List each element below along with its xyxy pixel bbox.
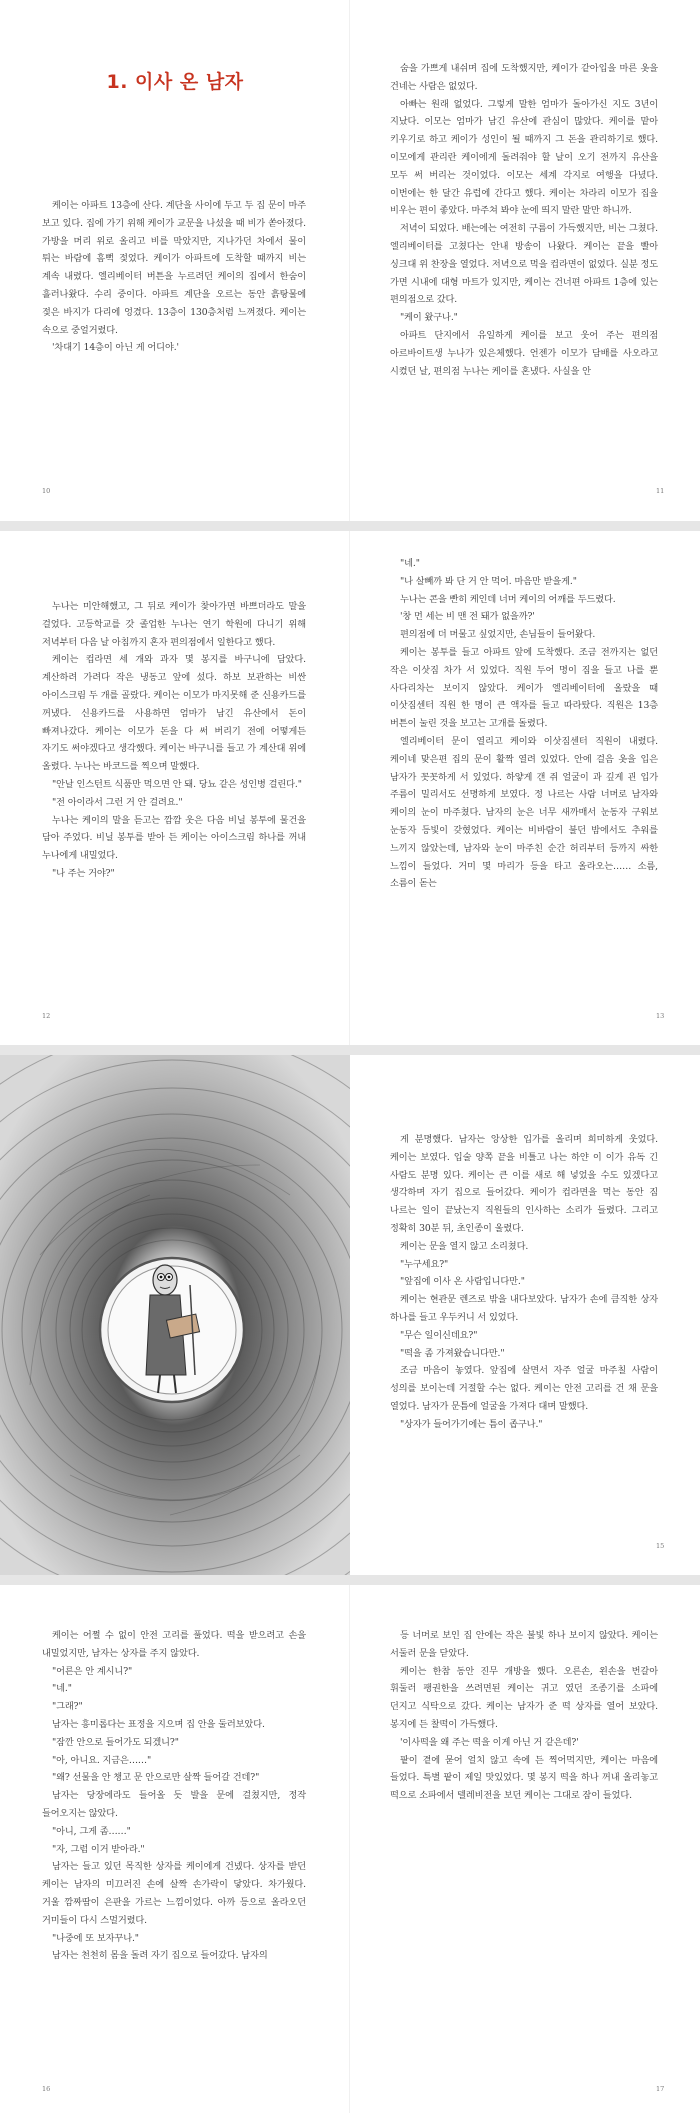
page-17 (350, 1585, 700, 2113)
page-14 (0, 1055, 350, 1575)
page-17-text (390, 1627, 658, 1805)
paragraph: "어른은 안 계시니?" (52, 1665, 133, 1677)
paragraph: 케이는 어쩔 수 없이 안전 고리를 풀었다. 떡을 받으려고 손을 내밀었지만, 남자는 상자를 주지 않았다. (42, 1630, 306, 1659)
paragraph: "나중에 또 보자꾸나." (52, 1932, 139, 1944)
paragraph: "잠깐 안으로 들어가도 되겠니?" (52, 1736, 179, 1748)
paragraph: 아빠는 원래 없었다. 그렇게 말한 엄마가 돌아가신 지도 3년이 지났다. 이모는 엄마가 남긴 유산에 관심이 많았다. 케이를 맡아 키우기로 하고 케이가 성인이 될 때까지 그 돈을 관리하기로 했다. 이모에게 관리란 케이에게 돌려줘야 할 날이 오기 전까지 유산을 모두 써 버리는 것이었다. 이모는 세계 각지로 여행을 다녔다. 이번에는 한 달간 유럽에 간다고 했다. 케이는 차라리 이모가 집을 비우는 편이 좋았다. 마주쳐 봐야 눈에 띄지 말란 말만 하니까. (390, 98, 658, 217)
paragraph: 남자는 천천히 몸을 돌려 자기 집으로 들어갔다. 남자의 (52, 1950, 268, 1962)
page-number: 16 (42, 2085, 51, 2093)
paragraph: 아파트 단지에서 유일하게 케이를 보고 웃어 주는 편의점 아르바이트생 누나가 있은체했다. 언젠가 이모가 담배를 사오라고 시켰던 날, 편의점 누나는 케이를 혼냈다. 사실을 안 (390, 329, 658, 377)
page-16-text (42, 1627, 306, 1965)
paragraph: 케이는 컵라면 세 개와 과자 몇 봉지를 바구니에 담았다. 계산하려 가려다 작은 냉동고 앞에 섰다. 하보 보관하는 비싼 아이스크림 두 개를 골랐다. 케이는 이모가 마지못해 준 신용카드를 꺼냈다. 신용카드를 사용하면 엄마가 남긴 유산에서 돈이 빠져나갔다. 케이는 이모가 돈을 다 써 버리기 전에 어떻게든 자기도 써야겠다고 생각했다. 케이는 바구니를 들고 가 계산대 위에 올렸다. 누나는 바코드를 찍으며 말했다. (42, 654, 306, 773)
paragraph: "그래?" (52, 1701, 83, 1713)
paragraph: '차대기 14층이 아닌 게 어디야.' (52, 342, 179, 354)
paragraph: 케이는 문을 열지 않고 소리쳤다. (400, 1240, 529, 1252)
spread-divider (0, 521, 700, 531)
spread-pages-12-13 (0, 531, 700, 1045)
spread-divider (0, 1575, 700, 1585)
paragraph: 누나는 미안해했고, 그 뒤로 케이가 찾아가면 바쁘더라도 말을 걸었다. 고등학교를 갓 졸업한 누나는 연기 학원에 다니기 위해 저녁부터 다음 날 아침까지 혼자 편의점에서 일한다고 했다. (42, 601, 306, 648)
paragraph: '이사떡을 왜 주는 떡을 이게 아닌 거 같은데?' (400, 1736, 579, 1748)
page-number: 10 (42, 487, 51, 495)
paragraph: 남자는 들고 있던 목직한 상자를 케이에게 건넸다. 상자를 받던 케이는 남자의 미끄러진 손에 살짝 손가락이 닿았다. 차가웠다. 거울 깜짜땀이 은판을 가르는 느낌이었다. 아까 등으로 올라오던 거미들이 다시 스멀거렸다. (42, 1861, 306, 1926)
page-number: 13 (656, 1012, 665, 1020)
paragraph: 등 너머로 보인 집 안에는 작은 불빛 하나 보이지 않았다. 케이는 서둘러 문을 닫았다. (390, 1630, 658, 1659)
paragraph: "네." (400, 558, 420, 569)
page-13 (350, 531, 700, 1045)
paragraph: "안날 인스턴트 식품만 먹으면 안 돼. 당뇨 같은 성인병 걸린다." (52, 778, 302, 790)
page-13-text (390, 555, 658, 893)
page-number: 12 (42, 1012, 51, 1020)
paragraph: "네." (52, 1683, 72, 1695)
paragraph: 누나는 콘을 빤히 케인데 너머 케이의 어깨를 두드렸다. (400, 593, 616, 605)
page-12-text (42, 598, 306, 883)
paragraph: "상자가 들어가기에는 틈이 좁구나." (400, 1418, 543, 1430)
page-10-text (42, 197, 306, 357)
paragraph: 저녁이 되었다. 배는에는 여전히 구름이 가득했지만, 비는 그쳤다. 엘리베이터를 고쳤다는 안내 방송이 나왔다. 케이는 끝을 빨아 싱크대 위 찬장을 열었다. 저녁으로 먹을 컵라면이 없었다. 실분 정도 가면 시내에 대형 마트가 있지만, 케이는 건너편 아파트 1층에 있는 편의점으로 갔다. (390, 223, 658, 306)
paragraph: 케이는 한참 동안 진무 개방을 했다. 오른손, 왼손을 번갈아 휘둘러 팽권한을 쓰려면된 케이는 귀고 였던 조종기를 소파에 던지고 식탁으로 갔다. 케이는 남자가 준 떡 상자를 열어 보았다. 봉지에 든 찰떡이 가득했다. (390, 1665, 658, 1730)
paragraph: "무슨 일이신데요?" (400, 1329, 478, 1341)
paragraph: 게 분명했다. 남자는 앙상한 입가를 올리며 희미하게 웃었다. 케이는 보였다. 입술 양쪽 끝을 비틀고 나는 하얀 이 이가 유독 긴 사람도 분명 있다. 케이는 큰 이를 새로 해 넣었을 수도 있겠다고 생각하며 자기 집으로 들어갔다. 케이가 컵라면을 먹는 동안 짐 나르는 일이 끝났는지 직원들의 인사하는 소리가 들렸다. 그리고 정확히 30분 뒤, 초인종이 울렸다. (390, 1134, 658, 1234)
paragraph: 엘리베이터 문이 열리고 케이와 이삿짐센터 직원이 내렸다. 케이네 맞은편 집의 문이 활짝 열려 있었다. 안에 걸음 옷을 입은 남자가 꼿꼿하게 서 있었다. 하얗게 갠 쥐 얼굴이 과 깊게 괸 입가 주름이 밀리서도 선명하게 보였다. 정 나르는 사람 너머로 남자와 케이의 눈이 마주쳤다. 남자의 눈은 너무 새까매서 눈동자 구워보 눈동자 등빛이 갖혔었다. 케이는 비바람이 불던 밤에서도 추워를 느끼지 않았는데, 남자와 눈이 마주친 순간 허리부터 등까지 싸한 느낌이 들었다. 거미 몇 마리가 등을 타고 올라오는…… 소름, 소름이 돋는 (390, 735, 658, 890)
paragraph: "앞집에 이사 온 사람입니다만." (400, 1276, 525, 1288)
page-number: 11 (656, 487, 665, 495)
spread-divider (0, 1045, 700, 1055)
paragraph: "자, 그럼 이거 받아라." (52, 1843, 145, 1855)
paragraph: "떡을 좀 가져왔습니다만." (400, 1347, 505, 1359)
paragraph: 케이는 아파트 13층에 산다. 계단을 사이에 두고 두 집 문이 마주 보고 있다. 집에 가기 위해 케이가 교문을 나섰을 때 비가 쏟아졌다. 가방을 머리 위로 올리고 비를 막았지만, 지나가던 차에서 물이 튀는 바람에 흠뻑 젖었다. 케이가 아파트에 도착할 때까지 비는 계속 내렸다. 엘리베이터 버튼을 누르려던 케이의 집에서 한숨이 흘러나왔다. 수리 중이다. 아파트 계단을 오르는 동안 흙탕물에 젖은 바지가 다리에 엉겼다. 13층이 130층처럼 느껴졌다. 케이는 속으로 중얼거렸다. (42, 200, 306, 336)
spread-pages-14-15 (0, 1055, 700, 1575)
paragraph: '창 먼 세는 비 맨 전 돼가 없을까?' (400, 611, 535, 623)
paragraph: "나 살빼까 봐 단 거 안 먹어. 마음만 받을게." (400, 575, 577, 587)
tunnel-vortex-image (0, 1055, 350, 1575)
paragraph: "나 주는 거야?" (52, 867, 115, 879)
page-11-text (390, 60, 658, 380)
page-15 (350, 1055, 700, 1575)
page-11 (350, 0, 700, 521)
paragraph: 누나는 케이의 말을 듣고는 깜깜 웃은 다음 비닐 봉투에 물건을 담아 주었다. 비닐 봉투를 받아 든 케이는 아이스크림 하나를 꺼내 누나에게 내밀었다. (42, 814, 306, 862)
page-15-text (390, 1131, 658, 1434)
paragraph: "케이 왔구나." (400, 312, 458, 324)
paragraph: 조금 마음이 놓였다. 앞집에 살면서 자주 얼굴 마주칠 사람이 성의를 보이는데 거절할 수는 없다. 케이는 안전 고리를 건 채 문을 열었다. 남자가 문틈에 얼굴을 가져다 대며 말했다. (390, 1365, 658, 1412)
page-number: 15 (656, 1542, 665, 1550)
paragraph: 케이는 현관문 렌즈로 밖을 내다보았다. 남자가 손에 큼직한 상자 하나를 들고 우두커니 서 있었다. (390, 1294, 658, 1323)
paragraph: "전 아이라서 그런 거 안 걸려요." (52, 796, 183, 808)
paragraph: 편의점에 더 머물고 싶었지만, 손님들이 들어왔다. (400, 629, 596, 641)
tunnel-illustration (0, 1055, 350, 1575)
paragraph: "왜? 선물을 안 챙고 문 안으로만 살짝 들어갈 건데?" (52, 1772, 260, 1784)
chapter-title: 1. 이사 온 남자 (106, 71, 244, 93)
paragraph: 남자는 당장에라도 들어올 듯 발을 문에 걸쳤지만, 정작 들어오지는 않았다. (42, 1790, 306, 1819)
spread-pages-16-17 (0, 1585, 700, 2113)
paragraph: 남자는 흥미롭다는 표정을 지으며 집 안을 둘러보았다. (52, 1718, 265, 1730)
spread-pages-10-11 (0, 0, 700, 521)
paragraph: "아니, 그게 좀……" (52, 1825, 131, 1837)
page-12 (0, 531, 350, 1045)
paragraph: 케이는 봉투를 들고 아파트 앞에 도착했다. 조금 전까지는 없던 작은 이삿짐 차가 서 있었다. 직원 두어 명이 짐을 들고 나를 뿐 사다리차는 보이지 않았다. 케이가 엘리베이터에 올랐을 때 이삿짐센터 직원 한 명이 큰 액자를 들고 따라탔다. 직원은 13층 버튼이 눌린 것을 보고는 고개를 돌렸다. (390, 646, 658, 730)
page-number: 17 (656, 2085, 665, 2093)
paragraph: 팥이 곁에 묻어 얼치 않고 속에 든 찍어먹지만, 케이는 마음에 들었다. 특별 팥이 제일 맛있었다. 몇 봉지 떡을 하나 꺼내 올리놓고 떡으로 소파에서 텔레비전을 보던 케이는 그대로 잠이 들었다. (390, 1754, 658, 1802)
paragraph: "아, 아니요. 지금은……" (52, 1754, 152, 1766)
page-10 (0, 0, 350, 521)
paragraph: "누구세요?" (400, 1258, 449, 1270)
page-16 (0, 1585, 350, 2113)
paragraph: 숨을 가쁘게 내쉬며 집에 도착했지만, 케이가 같아입을 마른 옷을 건네는 사람은 없었다. (390, 63, 658, 92)
